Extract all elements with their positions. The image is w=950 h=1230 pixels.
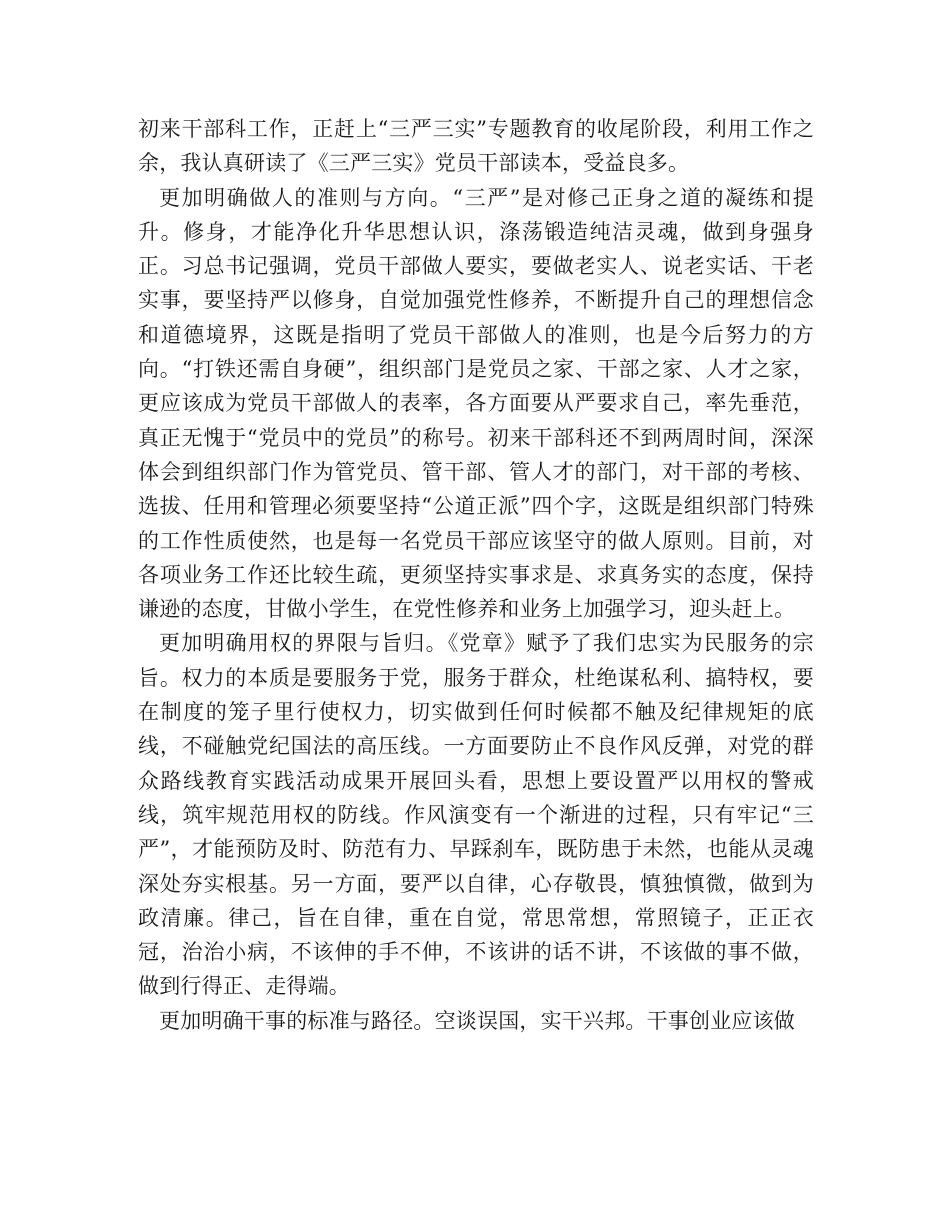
paragraph-conduct: 更加明确做人的准则与方向。“三严”是对修己正身之道的凝练和提升。修身，才能净化升华思想认识，涤荡锻造纯洁灵魂，做到身强身正。习总书记强调，党员干部做人要实，要做老实人、说老实话、干老实事，要坚持严以修身，自觉加强党性修养，不断提升自己的理想信念和道德境界，这既是指明了党员干部做人的准则，也是今后努力的方向。“打铁还需自身硬”，组织部门是党员之家、干部之家、人才之家，更应该成为党员干部做人的表率，各方面要从严要求自己，率先垂范，真正无愧于“党员中的党员”的称号。初来干部科还不到两周时间，深深体会到组织部门作为管党员、管干部、管人才的部门，对干部的考核、选拔、任用和管理必须要坚持“公道正派”四个字，这既是组织部门特殊的工作性质使然，也是每一名党员干部应该坚守的做人原则。目前，对各项业务工作还比较生疏，更须坚持实事求是、求真务实的态度，保持谦逊的态度，甘做小学生，在党性修养和业务上加强学习，迎头赶上。: [138, 185, 814, 622]
document-body: [138, 112, 814, 1038]
paragraph-power: 更加明确用权的界限与旨归。《党章》赋予了我们忠实为民服务的宗旨。权力的本质是要服务于党，服务于群众，杜绝谋私利、搞特权，要在制度的笼子里行使权力，切实做到任何时候都不触及纪律规矩的底线，不碰触党纪国法的高压线。一方面要防止不良作风反弹，对党的群众路线教育实践活动成果开展回头看，思想上要设置严以用权的警戒线，筑牢规范用权的防线。作风演变有一个渐进的过程，只有牢记“三严”，才能预防及时、防范有力、早踩刹车，既防患于未然，也能从灵魂深处夯实根基。另一方面，要严以自律，心存敬畏，慎独慎微，做到为政清廉。律己，旨在自律，重在自觉，常思常想，常照镜子，正正衣冠，治治小病，不该伸的手不伸，不该讲的话不讲，不该做的事不做，做到行得正、走得端。: [138, 631, 814, 999]
paragraph-intro: 初来干部科工作，正赶上“三严三实”专题教育的收尾阶段，利用工作之余，我认真研读了《三严三实》党员干部读本，受益良多。: [138, 117, 814, 176]
paragraph-work: 更加明确干事的标准与路径。空谈误国，实干兴邦。干事创业应该做: [159, 1008, 795, 1033]
